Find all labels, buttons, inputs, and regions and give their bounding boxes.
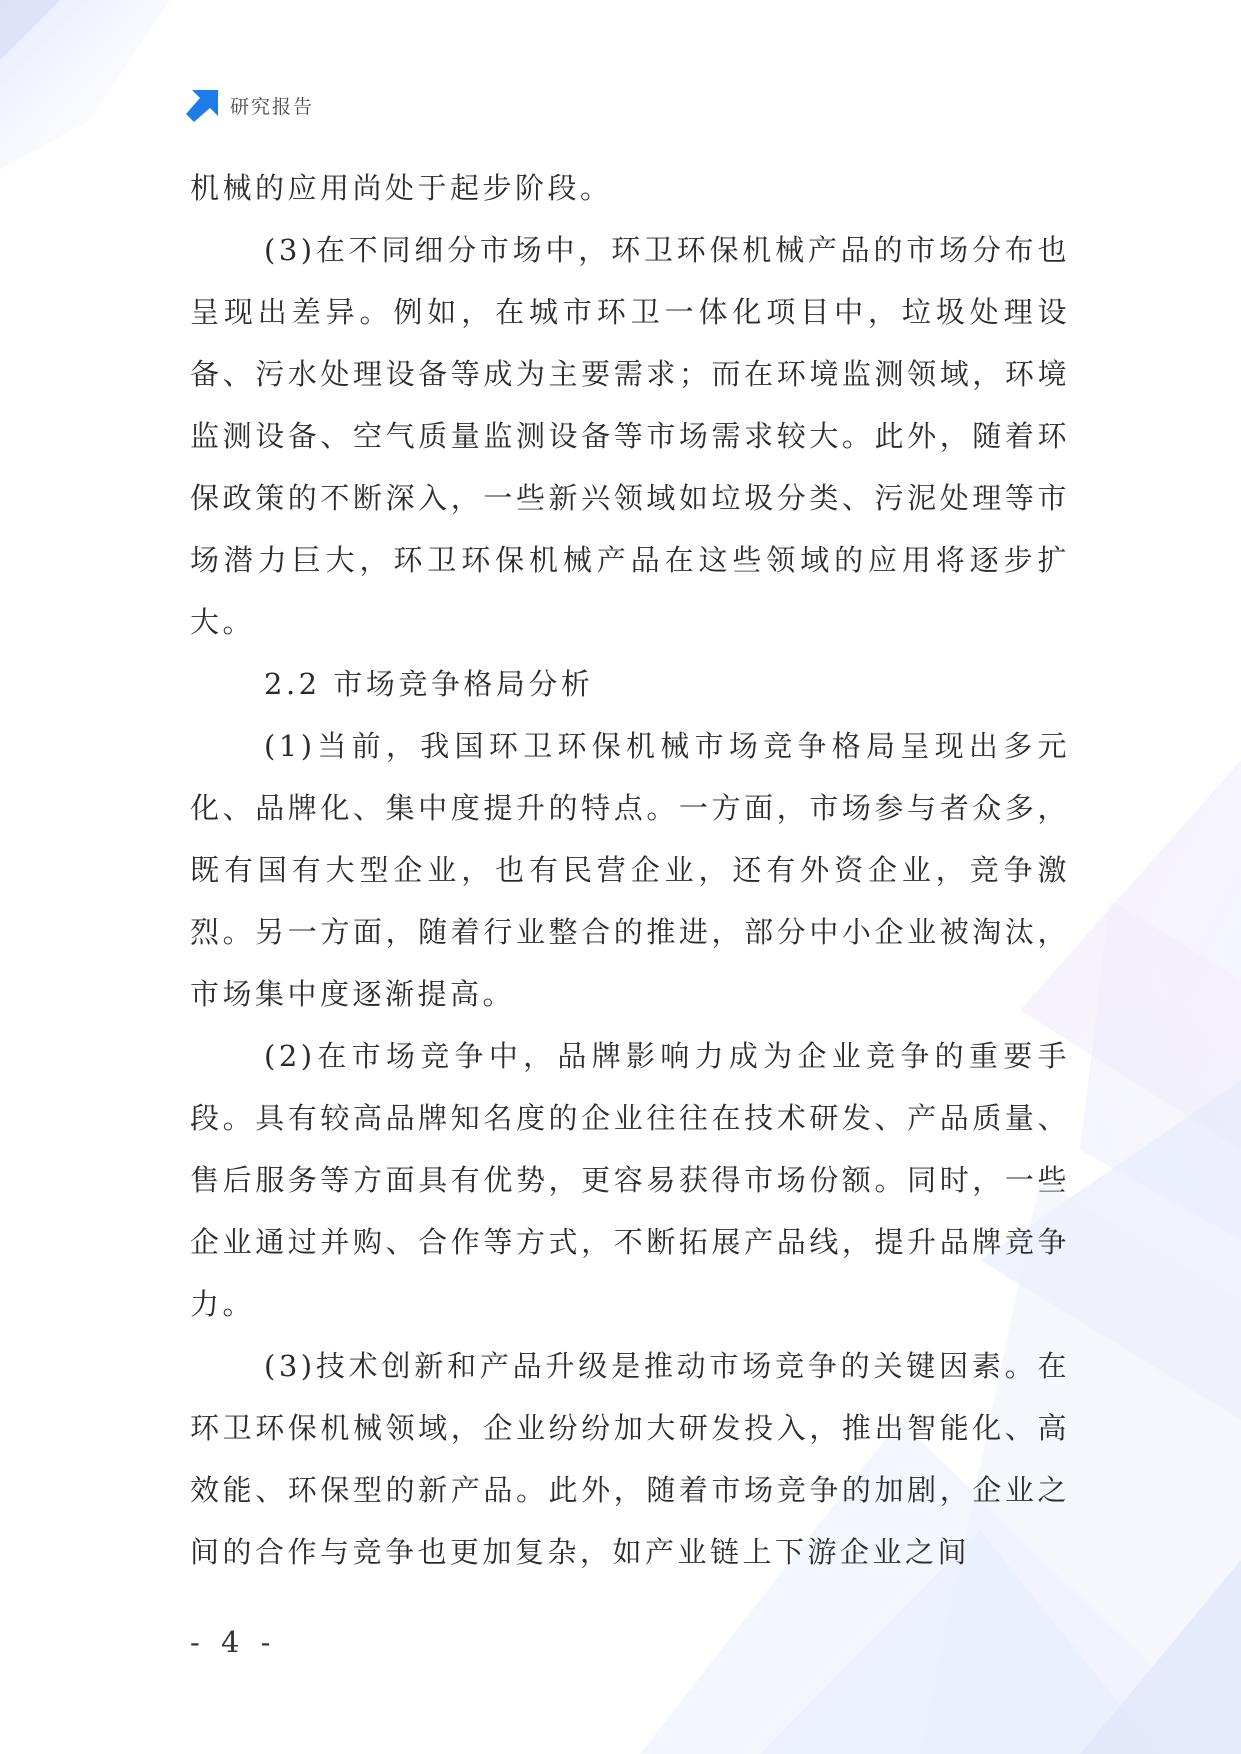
paragraph-technology-innovation: (3)技术创新和产品升级是推动市场竞争的关键因素。在环卫环保机械领域，企业纷纷加大研发投入，推出智能化、高效能、环保型的新产品。此外，随着市场竞争的加剧，企业之间的合作与竞争也更加复杂，如产业链上下游企业之间 [190, 1349, 1070, 1569]
report-header [186, 88, 314, 122]
arrow-up-right-icon [186, 88, 220, 122]
paragraph-competition-pattern: (1)当前，我国环卫环保机械市场竞争格局呈现出多元化、品牌化、集中度提升的特点。一方面，市场参与者众多，既有国有大型企业，也有民营企业，还有外资企业，竞争激烈。另一方面，随着行业整合的推进，部分中小企业被淘汰，市场集中度逐渐提高。 [190, 729, 1070, 1011]
header-title: 研究报告 [230, 95, 315, 118]
page-number: - 4 - [190, 1625, 277, 1659]
paragraph-continuation: 机械的应用尚处于起步阶段。 [190, 171, 613, 205]
paragraph-market-segments: (3)在不同细分市场中，环卫环保机械产品的市场分布也呈现出差异。例如，在城市环卫一体化项目中，垃圾处理设备、污水处理设备等成为主要需求；而在环境监测领域，环境监测设备、空气质量监测设备等市场需求较大。此外，随着环保政策的不断深入，一些新兴领域如垃圾分类、污泥处理等市场潜力巨大，环卫环保机械产品在这些领域的应用将逐步扩大。 [190, 233, 1070, 639]
document-body [190, 157, 1070, 1583]
section-heading: 2.2 市场竞争格局分析 [264, 667, 594, 701]
paragraph-brand-influence: (2)在市场竞争中，品牌影响力成为企业竞争的重要手段。具有较高品牌知名度的企业往往在技术研发、产品质量、售后服务等方面具有优势，更容易获得市场份额。同时，一些企业通过并购、合作等方式，不断拓展产品线，提升品牌竞争力。 [190, 1039, 1070, 1321]
